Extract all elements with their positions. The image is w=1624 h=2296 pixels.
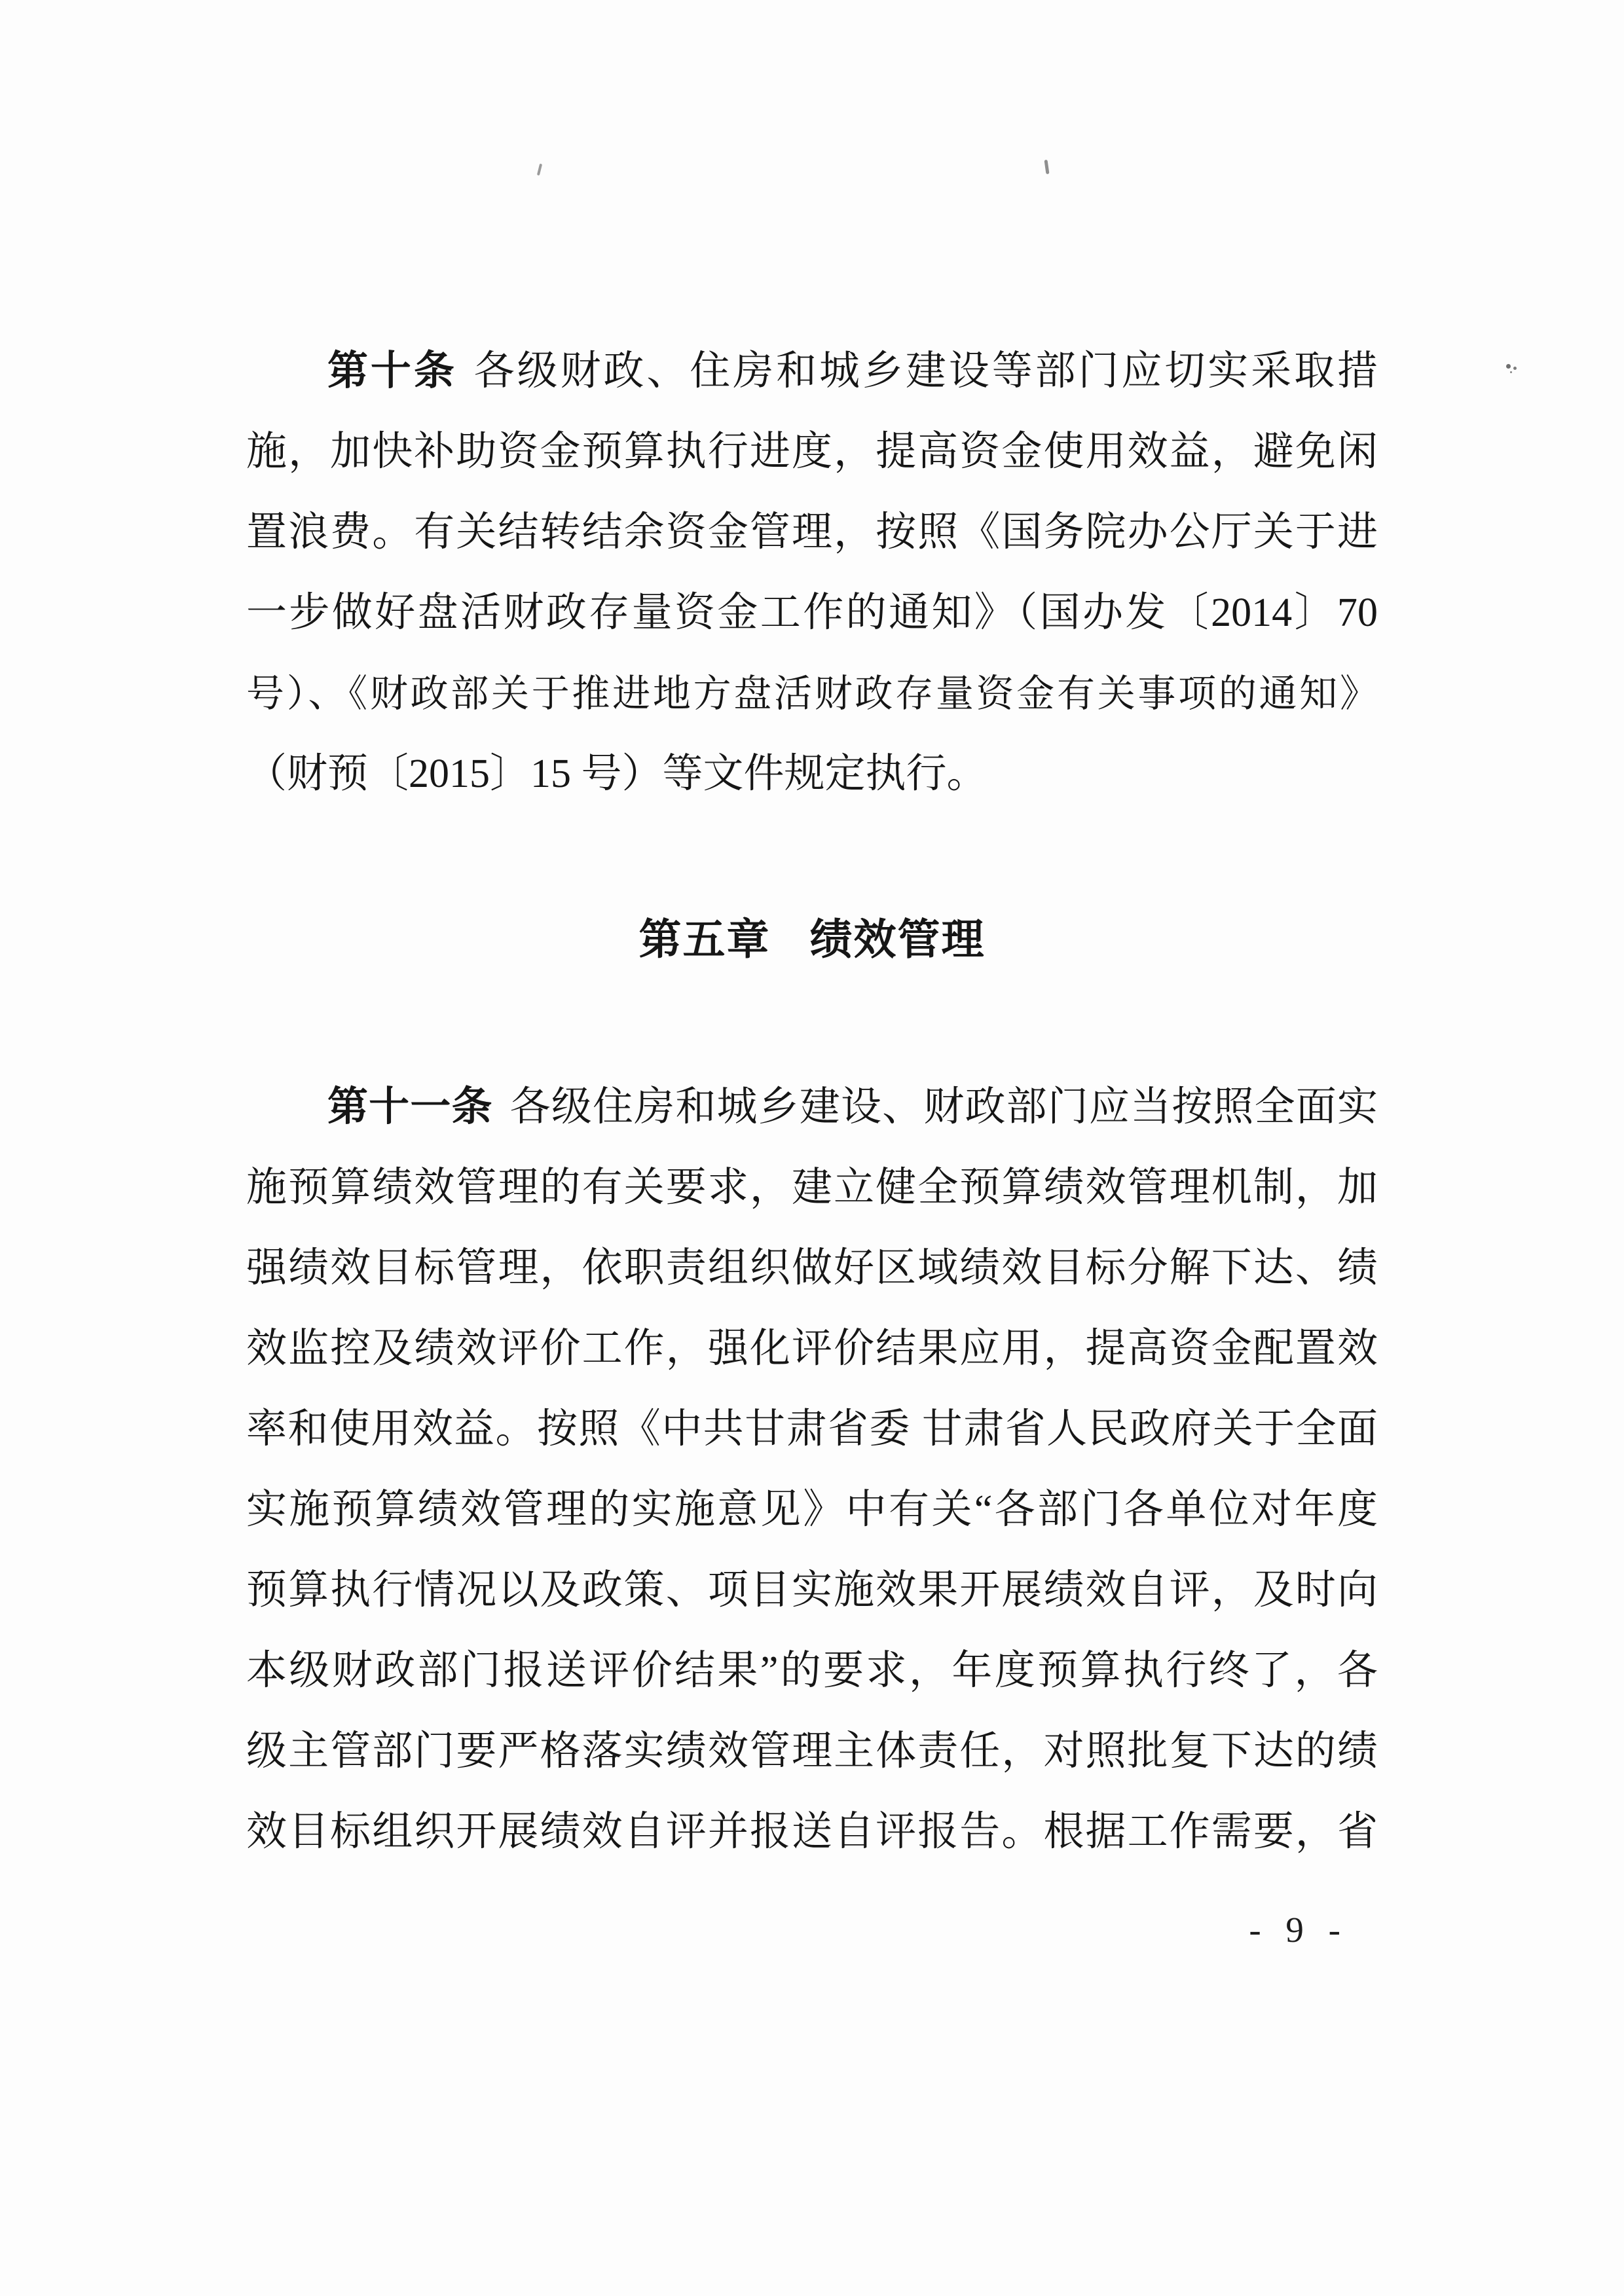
page-number: - 9 - bbox=[1249, 1910, 1345, 1950]
article-10-paragraph bbox=[246, 331, 1378, 814]
scan-speck bbox=[537, 164, 542, 175]
text-line: 效监控及绩效评价工作，强化评价结果应用，提高资金配置效 bbox=[246, 1326, 1378, 1371]
text-line bbox=[246, 1067, 1378, 1148]
text-line: 强绩效目标管理，依职责组织做好区域绩效目标分解下达、绩 bbox=[246, 1246, 1378, 1290]
scan-speck bbox=[1506, 364, 1511, 369]
text-run: 各级财政、住房和城乡建设等部门应切实采取措 bbox=[473, 349, 1378, 393]
text-line: 施预算绩效管理的有关要求，建立健全预算绩效管理机制，加 bbox=[246, 1165, 1378, 1210]
text-line: 置浪费。有关结转结余资金管理，按照《国务院办公厅关于进 bbox=[246, 510, 1378, 555]
chapter-heading bbox=[0, 911, 1624, 969]
text-line: 预算执行情况以及政策、项目实施效果开展绩效自评，及时向 bbox=[246, 1568, 1378, 1613]
text-line bbox=[246, 331, 1378, 412]
chapter-title: 绩效管理 bbox=[809, 917, 986, 964]
text-line: 效目标组织开展绩效自评并报送自评报告。根据工作需要，省 bbox=[246, 1810, 1378, 1854]
text-line: 率和使用效益。按照《中共甘肃省委 甘肃省人民政府关于全面 bbox=[246, 1407, 1378, 1451]
article-11-term: 第十一条 bbox=[327, 1085, 493, 1129]
text-line: 号）、《财政部关于推进地方盘活财政存量资金有关事项的通知》 bbox=[246, 672, 1378, 715]
text-line: 一步做好盘活财政存量资金工作的通知》（国办发〔2014〕70 bbox=[246, 591, 1378, 635]
text-run: 各级住房和城乡建设、财政部门应当按照全面实 bbox=[509, 1085, 1378, 1129]
text-line: 实施预算绩效管理的实施意见》中有关“各部门各单位对年度 bbox=[246, 1487, 1378, 1532]
text-line: （财预〔2015〕15 号）等文件规定执行。 bbox=[246, 752, 987, 796]
article-10-term: 第十条 bbox=[327, 349, 457, 393]
scan-speck bbox=[1044, 160, 1049, 174]
chapter-number: 第五章 bbox=[638, 917, 771, 964]
text-line: 级主管部门要严格落实绩效管理主体责任，对照批复下达的绩 bbox=[246, 1729, 1378, 1774]
text-line: 施，加快补助资金预算执行进度，提高资金使用效益，避免闲 bbox=[246, 429, 1378, 474]
article-11-paragraph bbox=[246, 1067, 1378, 1872]
text-line: 本级财政部门报送评价结果”的要求，年度预算执行终了，各 bbox=[246, 1649, 1378, 1693]
